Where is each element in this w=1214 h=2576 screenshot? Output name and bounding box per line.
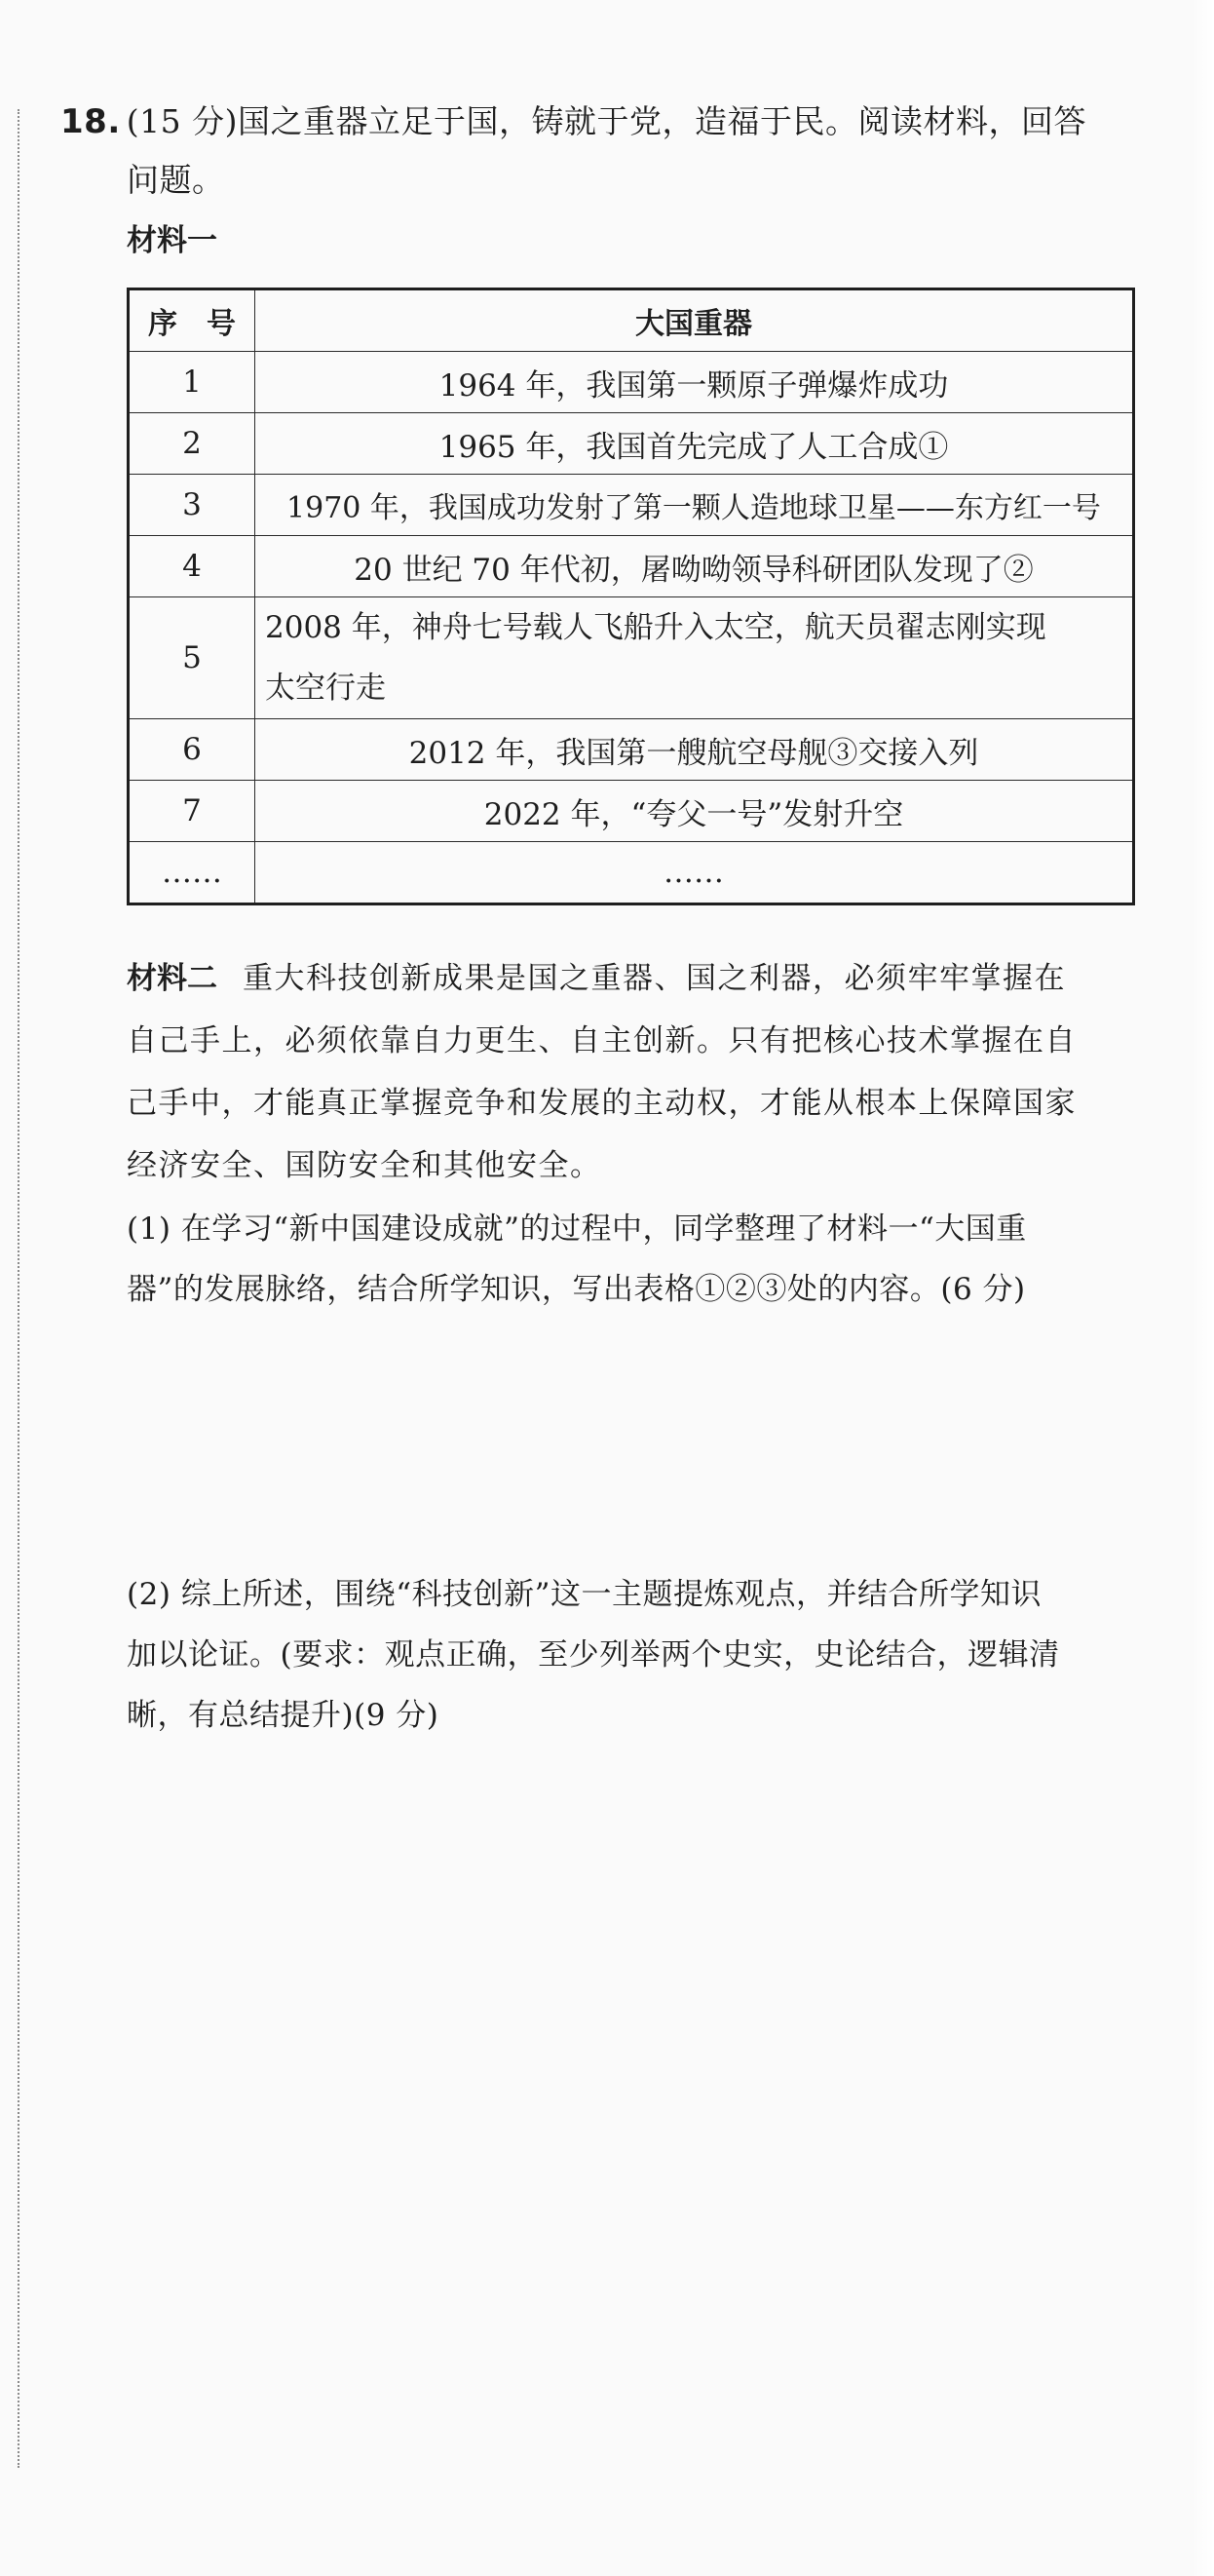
table-header-row: [129, 289, 1134, 352]
sub-question-1-line-2: 器”的发展脉络，结合所学知识，写出表格①②③处的内容。(6 分): [127, 1272, 1026, 1307]
material-2-line-4: 经济安全、国防安全和其他安全。: [127, 1148, 602, 1183]
row-number: 7: [129, 781, 255, 842]
table-row: [129, 781, 1134, 842]
row-content: [255, 597, 1134, 719]
material-2-line-1: 材料二 重大科技创新成果是国之重器、国之利器，必须牢牢掌握在: [127, 961, 1066, 996]
question-stem-text: (15 分)国之重器立足于国，铸就于党，造福于民。阅读材料，回答: [126, 102, 1086, 140]
sub-question-2: [127, 1564, 1140, 1746]
row-content: 1970 年，我国成功发射了第一颗人造地球卫星——东方红一号: [255, 475, 1134, 536]
row-number: ……: [129, 842, 255, 904]
binding-dotted-line: [18, 109, 19, 2468]
material-2-line-2: 自己手上，必须依靠自力更生、自主创新。只有把核心技术掌握在自: [127, 1023, 1077, 1058]
header-achievement: 大国重器: [255, 289, 1134, 352]
question-stem-line-2: 问题。: [127, 161, 225, 199]
row-number: 2: [129, 413, 255, 475]
row-content: 1964 年，我国第一颗原子弹爆炸成功: [255, 352, 1134, 413]
header-number: 序 号: [129, 289, 255, 352]
row-content: 2012 年，我国第一艘航空母舰③交接入列: [255, 719, 1134, 781]
table-row: [129, 536, 1134, 597]
row-content: ……: [255, 842, 1134, 904]
achievements-table: [127, 288, 1135, 905]
table-row: [129, 719, 1134, 781]
sub-question-2-line-1: (2) 综上所述，围绕“科技创新”这一主题提炼观点，并结合所学知识: [127, 1577, 1042, 1612]
sub-question-1: [127, 1199, 1140, 1320]
material-2-line-3: 己手中，才能真正掌握竞争和发展的主动权，才能从根本上保障国家: [127, 1086, 1077, 1121]
row-content: 1965 年，我国首先完成了人工合成①: [255, 413, 1134, 475]
row-content: 20 世纪 70 年代初，屠呦呦领导科研团队发现了②: [255, 536, 1134, 597]
row-number: 6: [129, 719, 255, 781]
table-row: [129, 352, 1134, 413]
table-row: [129, 475, 1134, 536]
material-1-label: 材料一: [127, 223, 217, 258]
table-row: [129, 413, 1134, 475]
table-row: [129, 842, 1134, 904]
row-content: 2022 年，“夸父一号”发射升空: [255, 781, 1134, 842]
row-number: 4: [129, 536, 255, 597]
sub-question-2-line-2: 加以论证。(要求：观点正确，至少列举两个史实，史论结合，逻辑清: [127, 1637, 1060, 1672]
row-number: 3: [129, 475, 255, 536]
sub-question-2-line-3: 晰，有总结提升)(9 分): [127, 1698, 439, 1733]
table-row: [129, 597, 1134, 719]
sub-question-1-line-1: (1) 在学习“新中国建设成就”的过程中，同学整理了材料一“大国重: [127, 1211, 1027, 1247]
material-2-paragraph: [127, 947, 1140, 1197]
page-edge-shadow: [1191, 0, 1214, 2576]
row-content-line-1: 2008 年，神舟七号载人飞船升入太空，航天员翟志刚实现: [265, 610, 1046, 645]
question-stem-line-1: [60, 93, 1142, 151]
material-2-label: 材料二: [127, 961, 217, 996]
row-number: 1: [129, 352, 255, 413]
row-content-line-2: 太空行走: [265, 671, 386, 706]
row-number: 5: [129, 597, 255, 719]
question-number: 18.: [60, 102, 121, 141]
